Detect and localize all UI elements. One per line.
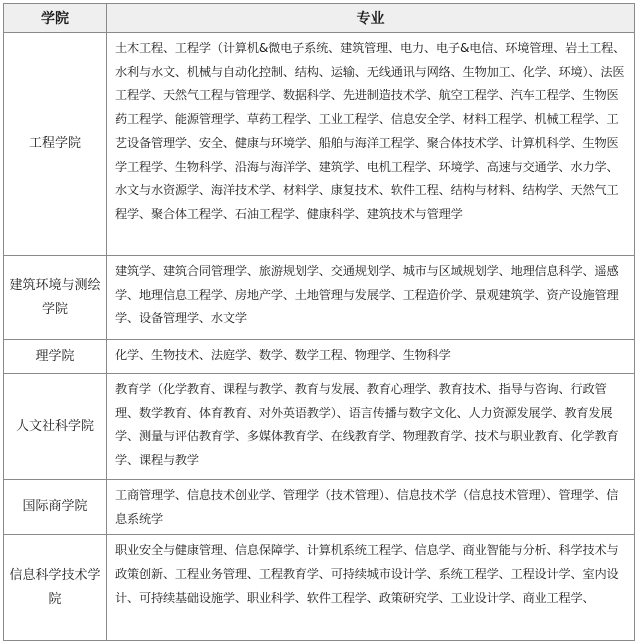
table-row [4, 480, 635, 535]
table-row [4, 374, 635, 480]
table-row [4, 340, 635, 374]
table-row [4, 256, 635, 340]
majors-column-header: 专业 [107, 4, 635, 33]
majors-list: 工商管理学、信息技术创业学、管理学（技术管理）、信息技术学（信息技术管理）、管理学、信息系统学 [107, 480, 635, 535]
majors-list: 职业安全与健康管理、信息保障学、计算机系统工程学、信息学、商业智能与分析、科学技术与政策创新、工程业务管理、工程教育学、可持续城市设计学、系统工程学、工程设计学、室内设计、可持续基础设施学、职业科学、软件工程学、政策研究学、工业设计学、商业工程学、 [107, 535, 635, 641]
table-row [4, 535, 635, 641]
header-row [4, 4, 635, 33]
college-name: 人文社科学院 [4, 374, 107, 480]
majors-list: 建筑学、建筑合同管理学、旅游规划学、交通规划学、城市与区域规划学、地理信息科学、遥感学、地理信息工程学、房地产学、土地管理与发展学、工程造价学、景观建筑学、资产设施管理学、设备管理学、水文学 [107, 256, 635, 340]
majors-list: 土木工程、工程学（计算机&微电子系统、建筑管理、电力、电子&电信、环境管理、岩土工程、水利与水文、机械与自动化控制、结构、运输、无线通讯与网络、生物加工、化学、环境）、法医工程学、天然气工程与管理学、数据科学、先进制造技术学、航空工程学、汽车工程学、生物医药工程学、能源管理学、草药工程学、工业工程学、信息安全学、材料工程学、机械工程学、工艺设备管理学、安全、健康与环境学、船舶与海洋工程学、聚合体技术学、计算机科学、生物医学工程学、生物科学、沿海与海洋学、建筑学、电机工程学、环境学、高速与交通学、水力学、水文与水资源学、海洋技术学、材料学、康复技术、软件工程、结构与材料、结构学、天然气工程学、聚合体工程学、石油工程学、健康科学、建筑技术与管理学 [107, 33, 635, 256]
majors-list: 化学、生物技术、法庭学、数学、数学工程、物理学、生物科学 [107, 340, 635, 374]
college-name: 信息科学技术学院 [4, 535, 107, 641]
table-row [4, 33, 635, 256]
majors-list: 教育学（化学教育、课程与教学、教育与发展、教育心理学、教育技术、指导与咨询、行政管理、数学教育、体育教育、对外英语教学）、语言传播与数字文化、人力资源发展学、教育发展学、测量与评估教育学、多媒体教育学、在线教育学、物理教育学、技术与职业教育、化学教育学、课程与教学 [107, 374, 635, 480]
college-name: 建筑环境与测绘学院 [4, 256, 107, 340]
college-name: 工程学院 [4, 33, 107, 256]
college-name: 国际商学院 [4, 480, 107, 535]
college-name: 理学院 [4, 340, 107, 374]
college-column-header: 学院 [4, 4, 107, 33]
college-majors-table [3, 3, 635, 641]
